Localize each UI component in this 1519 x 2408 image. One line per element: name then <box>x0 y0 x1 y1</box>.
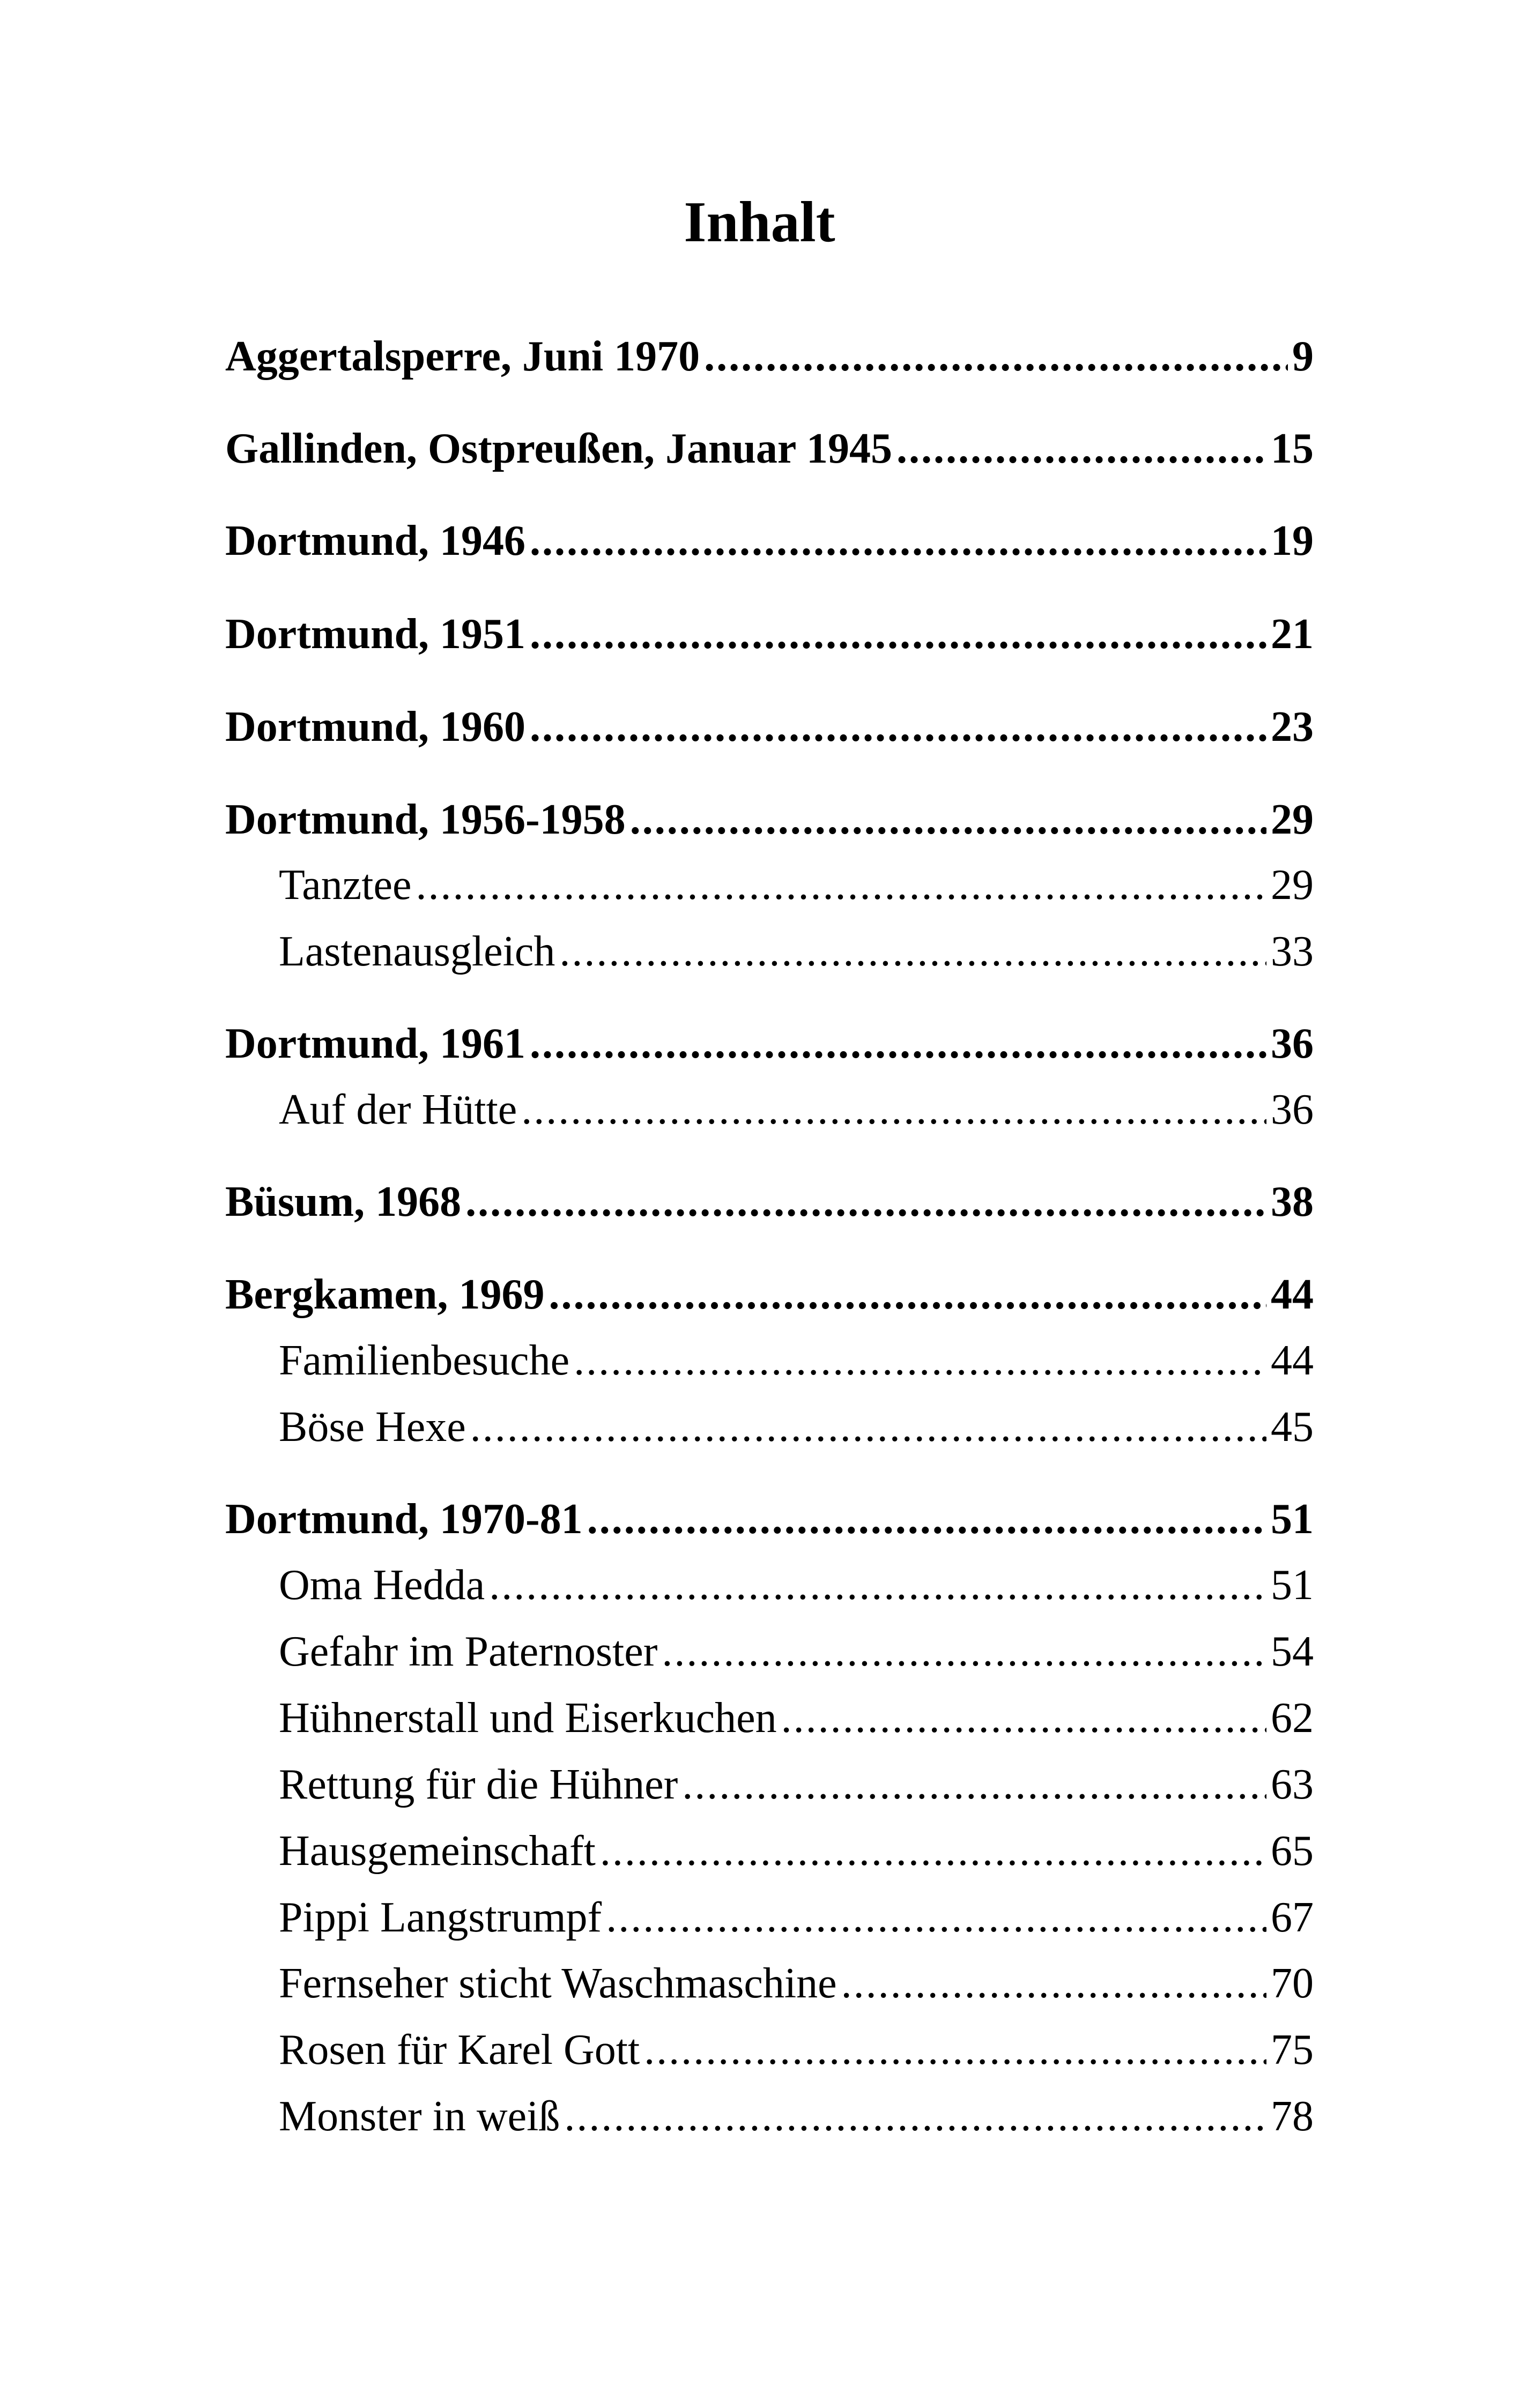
toc-entry-section[interactable] <box>279 1403 1314 1462</box>
toc-page-number: 38 <box>1271 1178 1314 1225</box>
toc-page-number: 19 <box>1271 517 1314 564</box>
dot-leader <box>465 1178 1266 1227</box>
toc-entry-label: Dortmund, 1960 <box>225 703 526 750</box>
dot-leader <box>662 1627 1266 1676</box>
toc-entry-label: Tanztee <box>279 861 412 909</box>
dot-leader <box>530 517 1266 566</box>
toc-entry-section[interactable] <box>279 1959 1314 2018</box>
toc-entry-chapter[interactable] <box>225 610 1314 669</box>
toc-entry-chapter[interactable] <box>225 332 1314 391</box>
toc-entry-label: Hühnerstall und Eiserkuchen <box>279 1694 777 1742</box>
dot-leader <box>530 610 1266 659</box>
toc-entry-label: Dortmund, 1951 <box>225 611 526 658</box>
dot-leader <box>600 1827 1266 1876</box>
toc-page-number: 21 <box>1271 611 1314 658</box>
dot-leader <box>549 1270 1266 1319</box>
dot-leader <box>530 1020 1266 1068</box>
dot-leader <box>416 861 1266 910</box>
toc-page-number: 29 <box>1271 796 1314 843</box>
dot-leader <box>841 1959 1266 2008</box>
toc-page-number: 78 <box>1271 2093 1314 2140</box>
dot-leader <box>606 1893 1266 1942</box>
dot-leader <box>521 1086 1266 1134</box>
toc-page-number: 45 <box>1271 1403 1314 1451</box>
toc-entry-chapter[interactable] <box>225 425 1314 484</box>
toc-entry-section[interactable] <box>279 1086 1314 1144</box>
toc-entry-label: Oma Hedda <box>279 1562 485 1609</box>
toc-entry-section[interactable] <box>279 927 1314 986</box>
toc-page-number: 54 <box>1271 1628 1314 1675</box>
toc-page-number: 29 <box>1271 861 1314 909</box>
toc-page-number: 36 <box>1271 1020 1314 1067</box>
toc-page-number: 36 <box>1271 1086 1314 1133</box>
toc-entry-label: Auf der Hütte <box>279 1086 517 1133</box>
dot-leader <box>530 703 1266 752</box>
toc-page-number: 51 <box>1271 1562 1314 1609</box>
toc-entry-chapter[interactable] <box>225 517 1314 576</box>
dot-leader <box>704 332 1288 381</box>
toc-page-number: 63 <box>1271 1761 1314 1808</box>
dot-leader <box>682 1760 1266 1809</box>
toc-page-number: 9 <box>1292 333 1314 380</box>
toc-page-number: 70 <box>1271 1960 1314 2007</box>
toc-page-number: 67 <box>1271 1894 1314 1941</box>
toc-entry-section[interactable] <box>279 1827 1314 1886</box>
table-of-contents <box>225 0 1314 2408</box>
toc-entry-section[interactable] <box>279 1336 1314 1395</box>
toc-page-number: 15 <box>1271 425 1314 472</box>
toc-entry-section[interactable] <box>279 861 1314 920</box>
dot-leader <box>781 1694 1266 1743</box>
toc-entry-section[interactable] <box>279 1760 1314 1819</box>
toc-page-number: 51 <box>1271 1496 1314 1543</box>
toc-entry-section[interactable] <box>279 1694 1314 1753</box>
toc-entry-label: Gefahr im Paternoster <box>279 1628 658 1675</box>
dot-leader <box>630 796 1266 844</box>
toc-entry-section[interactable] <box>279 1893 1314 1952</box>
toc-page-number: 44 <box>1271 1271 1314 1318</box>
toc-entry-section[interactable] <box>279 2092 1314 2151</box>
toc-entry-label: Rosen für Karel Gott <box>279 2026 640 2073</box>
toc-entry-label: Aggertalsperre, Juni 1970 <box>225 333 700 380</box>
toc-entry-label: Lastenausgleich <box>279 928 555 975</box>
toc-entry-label: Fernseher sticht Waschmaschine <box>279 1960 837 2007</box>
toc-entry-label: Hausgemeinschaft <box>279 1827 596 1875</box>
toc-entry-label: Dortmund, 1961 <box>225 1020 526 1067</box>
toc-page-number: 44 <box>1271 1337 1314 1384</box>
toc-entry-chapter[interactable] <box>225 1270 1314 1329</box>
toc-page-number: 65 <box>1271 1827 1314 1875</box>
toc-entry-section[interactable] <box>279 1627 1314 1686</box>
toc-entry-label: Dortmund, 1956-1958 <box>225 796 626 843</box>
toc-entry-label: Monster in weiß <box>279 2093 560 2140</box>
toc-entry-chapter[interactable] <box>225 796 1314 854</box>
toc-entry-label: Rettung für die Hühner <box>279 1761 678 1808</box>
dot-leader <box>564 2092 1266 2141</box>
toc-entry-label: Dortmund, 1970-81 <box>225 1496 583 1543</box>
dot-leader <box>489 1561 1266 1610</box>
page-title: Inhalt <box>684 190 835 254</box>
toc-entry-label: Dortmund, 1946 <box>225 517 526 564</box>
toc-entry-label: Büsum, 1968 <box>225 1178 462 1225</box>
dot-leader <box>470 1403 1266 1452</box>
toc-entry-chapter[interactable] <box>225 1178 1314 1237</box>
toc-entry-chapter[interactable] <box>225 1495 1314 1554</box>
toc-page-number: 75 <box>1271 2026 1314 2073</box>
dot-leader <box>644 2026 1266 2075</box>
dot-leader <box>559 927 1266 976</box>
toc-entry-section[interactable] <box>279 1561 1314 1620</box>
toc-entry-chapter[interactable] <box>225 703 1314 762</box>
toc-entry-label: Gallinden, Ostpreußen, Januar 1945 <box>225 425 892 472</box>
dot-leader <box>587 1495 1266 1544</box>
toc-page-number: 62 <box>1271 1694 1314 1742</box>
toc-entry-chapter[interactable] <box>225 1020 1314 1079</box>
dot-leader <box>896 425 1266 473</box>
dot-leader <box>574 1336 1266 1385</box>
toc-entry-label: Böse Hexe <box>279 1403 466 1451</box>
toc-page-number: 33 <box>1271 928 1314 975</box>
toc-entry-label: Familienbesuche <box>279 1337 570 1384</box>
toc-entry-section[interactable] <box>279 2026 1314 2085</box>
toc-page-number: 23 <box>1271 703 1314 750</box>
toc-entry-label: Pippi Langstrumpf <box>279 1894 602 1941</box>
toc-entry-label: Bergkamen, 1969 <box>225 1271 545 1318</box>
